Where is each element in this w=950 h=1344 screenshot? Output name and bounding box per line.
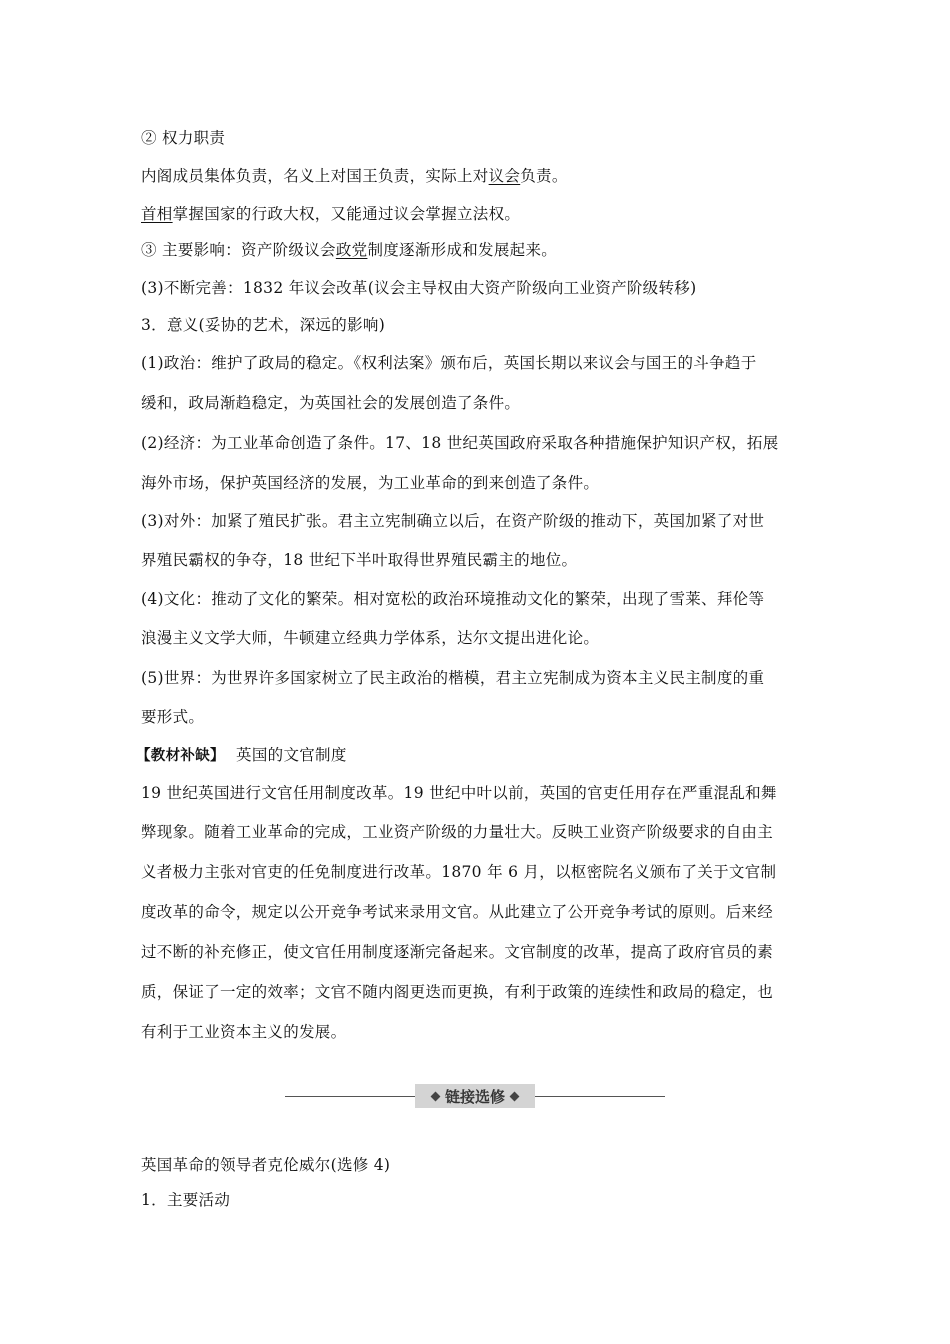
text-line: [141, 473, 821, 493]
text: (4)文化：推动了文化的繁荣。相对宽松的政治环境推动文化的繁荣，出现了雪莱、拜伦等: [141, 590, 765, 608]
text: 1．主要活动: [141, 1191, 231, 1209]
text-line: [141, 550, 821, 570]
supplement-title: 英国的文官制度: [236, 746, 347, 764]
text: 浪漫主义文学大师，牛顿建立经典力学体系，达尔文提出进化论。: [141, 629, 600, 647]
text-line: [141, 433, 821, 453]
supplement-heading: [136, 745, 816, 766]
divider-rule: [535, 1096, 665, 1097]
text: 内阁成员集体负责，名义上对国王负责，实际上对: [141, 167, 489, 185]
text: (3)对外：加紧了殖民扩张。君主立宪制确立以后，在资产阶级的推动下，英国加紧了对世: [141, 512, 765, 530]
text-line: [141, 128, 821, 148]
text-line: [141, 353, 821, 373]
diamond-icon: [510, 1091, 520, 1101]
section-divider: [285, 1084, 665, 1110]
text-line: [141, 628, 821, 648]
section-heading: [141, 1190, 821, 1210]
text: (3)不断完善：1832 年议会改革(议会主导权由大资产阶级向工业资产阶级转移): [141, 279, 697, 297]
text: ② 权力职责: [141, 129, 226, 147]
text-line: [141, 589, 821, 609]
text-line: [141, 278, 821, 298]
text: (1)政治：维护了政局的稳定。《权利法案》颁布后，英国长期以来议会与国王的斗争趋于: [141, 354, 757, 372]
divider-badge: [415, 1084, 535, 1108]
paragraph-line: [141, 942, 821, 962]
text-line: [141, 240, 821, 260]
text: 掌握国家的行政大权，又能通过议会掌握立法权。: [172, 205, 521, 223]
divider-rule: [285, 1096, 415, 1097]
text-line: [141, 511, 821, 531]
supplement-tag: 【教材补缺】: [136, 748, 225, 764]
paragraph-line: [141, 783, 821, 803]
text-line: [141, 1155, 821, 1175]
underlined-term: 议会: [488, 167, 521, 185]
text: 19 世纪英国进行文官任用制度改革。19 世纪中叶以前，英国的官吏任用存在严重混乱和舞: [141, 784, 777, 802]
text: 3．意义(妥协的艺术，深远的影响): [141, 316, 386, 334]
paragraph-line: [141, 822, 821, 842]
text-line: [141, 393, 821, 413]
paragraph-line: [141, 862, 821, 882]
text-line: [141, 166, 821, 186]
section-heading: [141, 315, 821, 335]
text: ③ 主要影响：资产阶级议会: [141, 241, 336, 259]
underlined-term: 首相: [141, 205, 173, 223]
divider-label: 链接选修: [444, 1087, 505, 1106]
diamond-icon: [431, 1091, 441, 1101]
text: (2)经济：为工业革命创造了条件。17、18 世纪英国政府采取各种措施保护知识产权，拓展: [141, 434, 779, 452]
text: 质，保证了一定的效率；文官不随内阁更迭而更换，有利于政策的连续性和政局的稳定，也: [141, 983, 774, 1001]
text: 过不断的补充修正，使文官任用制度逐渐完备起来。文官制度的改革，提高了政府官员的素: [141, 943, 774, 961]
text-line: [141, 204, 821, 224]
paragraph-line: [141, 1022, 821, 1042]
text: 海外市场，保护英国经济的发展，为工业革命的到来创造了条件。: [141, 474, 600, 492]
underlined-term: 政党: [335, 241, 368, 259]
text: 义者极力主张对官吏的任免制度进行改革。1870 年 6 月，以枢密院名义颁布了关于文官制: [141, 863, 777, 881]
text: 度改革的命令，规定以公开竞争考试来录用文官。从此建立了公开竞争考试的原则。后来经: [141, 903, 774, 921]
text: 有利于工业资本主义的发展。: [141, 1023, 347, 1041]
text: 英国革命的领导者克伦威尔(选修 4): [141, 1156, 391, 1174]
text-line: [141, 668, 821, 688]
text: 弊现象。随着工业革命的完成，工业资产阶级的力量壮大。反映工业资产阶级要求的自由主: [141, 823, 774, 841]
text: 要形式。: [141, 708, 205, 726]
text: 负责。: [520, 167, 568, 185]
text: 界殖民霸权的争夺，18 世纪下半叶取得世界殖民霸主的地位。: [141, 551, 578, 569]
paragraph-line: [141, 902, 821, 922]
text: 缓和，政局渐趋稳定，为英国社会的发展创造了条件。: [141, 394, 521, 412]
text: (5)世界：为世界许多国家树立了民主政治的楷模，君主立宪制成为资本主义民主制度的重: [141, 669, 765, 687]
text: 制度逐渐形成和发展起来。: [367, 241, 558, 259]
paragraph-line: [141, 982, 821, 1002]
text-line: [141, 707, 821, 727]
